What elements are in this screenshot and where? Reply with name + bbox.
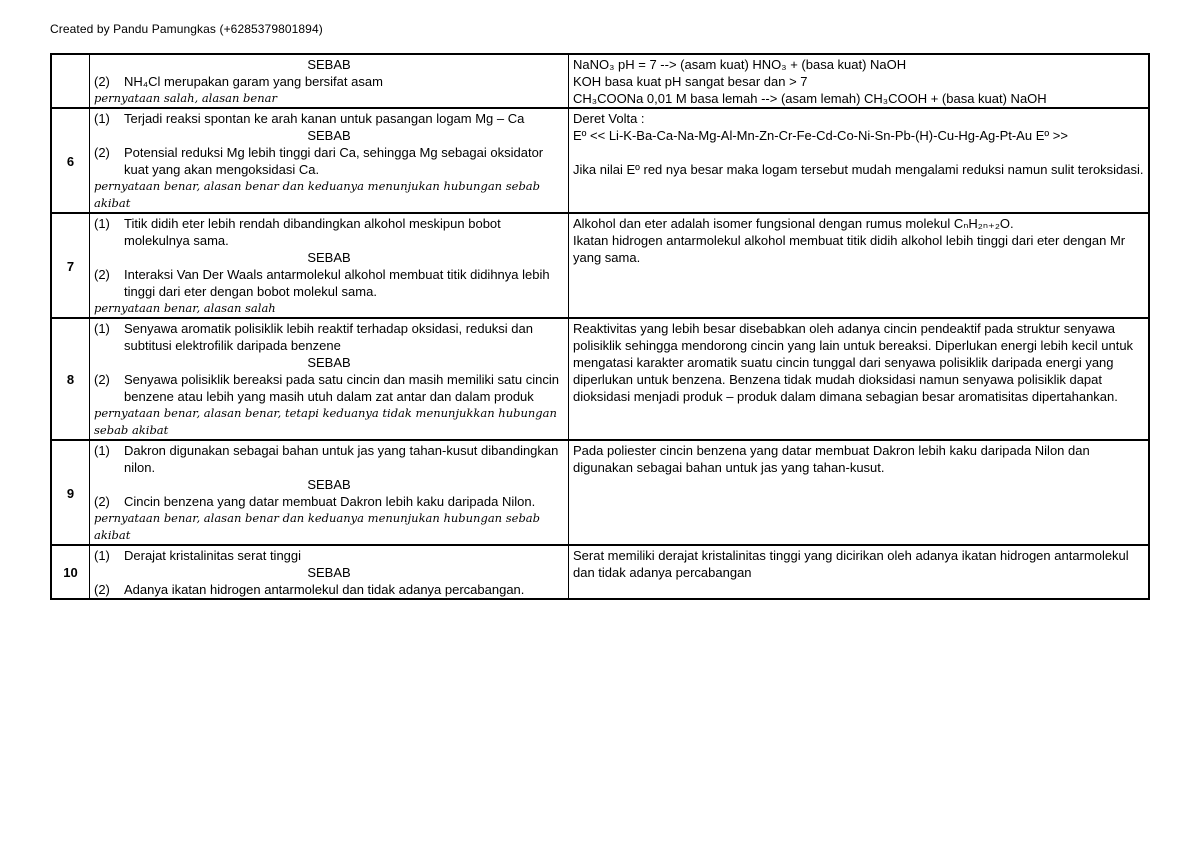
explanation-spacer	[573, 144, 1144, 161]
statement-2-text: Senyawa polisiklik bereaksi pada satu cincin dan masih memiliki satu cincin benzene atau lebih yang masih utuh dalam zat antar dan dalam produk	[124, 372, 559, 404]
question-cell	[90, 213, 569, 318]
question-cell	[90, 318, 569, 440]
statement-1-label: (1)	[94, 321, 110, 336]
explanation-line: NaNO₃ pH = 7 --> (asam kuat) HNO₃ + (basa kuat) NaOH	[573, 57, 907, 72]
explanation-line: Serat memiliki derajat kristalinitas tinggi yang dicirikan oleh adanya ikatan hidrogen antarmolekul dan tidak adanya percabangan	[573, 548, 1129, 580]
table-row	[51, 213, 1149, 318]
document-header: Created by Pandu Pamungkas (+6285379801894)	[50, 22, 323, 36]
row-number: 7	[51, 213, 90, 318]
table-row	[51, 54, 1149, 108]
statement-1-label: (1)	[94, 548, 110, 563]
statement-1-text: Senyawa aromatik polisiklik lebih reaktif terhadap oksidasi, reduksi dan subtitusi elektrofilik daripada benzene	[124, 321, 533, 353]
statement-2	[94, 266, 564, 300]
statement-2-text: Adanya ikatan hidrogen antarmolekul dan tidak adanya percabangan.	[124, 582, 525, 597]
explanation-line: Jika nilai Eº red nya besar maka logam tersebut mudah mengalami reduksi namun sulit teroksidasi.	[573, 162, 1144, 177]
statement-2-label: (2)	[94, 582, 110, 597]
explanation-line: Deret Volta :	[573, 111, 645, 126]
statement-2	[94, 581, 564, 598]
explanation-line: Alkohol dan eter adalah isomer fungsional dengan rumus molekul CₙH₂ₙ₊₂O.	[573, 216, 1014, 231]
statement-1-label: (1)	[94, 111, 110, 126]
statement-2-label: (2)	[94, 145, 110, 160]
row-number: 8	[51, 318, 90, 440]
row-number: 10	[51, 545, 90, 599]
explanation-cell	[569, 54, 1150, 108]
verdict-text: pernyataan benar, alasan salah	[94, 301, 276, 315]
sebab-label: SEBAB	[307, 565, 351, 580]
question-cell	[90, 545, 569, 599]
explanation-cell	[569, 318, 1150, 440]
statement-2-label: (2)	[94, 372, 110, 387]
verdict-text: pernyataan salah, alasan benar	[94, 91, 277, 105]
question-cell	[90, 54, 569, 108]
row-number	[51, 54, 90, 108]
row-number: 6	[51, 108, 90, 213]
explanation-line: Eº << Li-K-Ba-Ca-Na-Mg-Al-Mn-Zn-Cr-Fe-Cd-Co-Ni-Sn-Pb-(H)-Cu-Hg-Ag-Pt-Au Eº >>	[573, 128, 1068, 143]
statement-2	[94, 371, 564, 405]
statement-1	[94, 110, 564, 127]
sebab-label: SEBAB	[307, 57, 351, 72]
verdict-text: pernyataan benar, alasan benar dan keduanya menunjukan hubungan sebab akibat	[94, 179, 541, 210]
explanation-line: KOH basa kuat pH sangat besar dan > 7	[573, 74, 808, 89]
statement-2	[94, 73, 564, 90]
sebab-label: SEBAB	[307, 477, 351, 492]
sebab-label: SEBAB	[307, 355, 351, 370]
statement-2-label: (2)	[94, 267, 110, 282]
statement-1	[94, 547, 564, 564]
statement-2	[94, 493, 564, 510]
table-row	[51, 318, 1149, 440]
explanation-cell	[569, 440, 1150, 545]
statement-1-text: Terjadi reaksi spontan ke arah kanan untuk pasangan logam Mg – Ca	[124, 111, 525, 126]
verdict-text: pernyataan benar, alasan benar, tetapi keduanya tidak menunjukkan hubungan sebab akibat	[94, 406, 557, 437]
statement-2-label: (2)	[94, 494, 110, 509]
statement-2-text: NH₄Cl merupakan garam yang bersifat asam	[124, 74, 383, 89]
statement-2-text: Potensial reduksi Mg lebih tinggi dari Ca, sehingga Mg sebagai oksidator kuat yang akan mengoksidasi Ca.	[124, 145, 544, 177]
explanation-line: Ikatan hidrogen antarmolekul alkohol membuat titik didih alkohol lebih tinggi dari eter dengan Mr yang sama.	[573, 233, 1126, 265]
question-cell	[90, 108, 569, 213]
statement-1-label: (1)	[94, 216, 110, 231]
table-row	[51, 545, 1149, 599]
statement-1	[94, 215, 564, 249]
statement-1	[94, 320, 564, 354]
table-row	[51, 108, 1149, 213]
statement-2-text: Interaksi Van Der Waals antarmolekul alkohol membuat titik didihnya lebih tinggi dari eter dengan bobot molekul sama.	[124, 267, 550, 299]
explanation-cell	[569, 108, 1150, 213]
sebab-label: SEBAB	[307, 128, 351, 143]
statement-1-text: Derajat kristalinitas serat tinggi	[124, 548, 302, 563]
statement-1	[94, 442, 564, 476]
question-cell	[90, 440, 569, 545]
explanation-line: Reaktivitas yang lebih besar disebabkan oleh adanya cincin pendeaktif pada struktur senyawa polisiklik sehingga mendorong cincin yang lain untuk bereaksi. Diperlukan energi lebih kecil untuk mengatasi karakter aromatik suatu cincin tunggal dari senyawa polisiklik daripada energi yang diperlukan untuk benzena. Benzena tidak mudah dioksidasi namun senyawa polisiklik dapat dioksidasi menjadi produk – produk dalam dimana sebagian besar aromatisitas dipertahankan.	[573, 321, 1134, 404]
statement-2-text: Cincin benzena yang datar membuat Dakron lebih kaku daripada Nilon.	[124, 494, 536, 509]
statement-2	[94, 144, 564, 178]
answer-table	[50, 53, 1150, 600]
row-number: 9	[51, 440, 90, 545]
explanation-line: CH₃COONa 0,01 M basa lemah --> (asam lemah) CH₃COOH + (basa kuat) NaOH	[573, 91, 1047, 106]
verdict-text: pernyataan benar, alasan benar dan keduanya menunjukan hubungan sebab akibat	[94, 511, 541, 542]
explanation-cell	[569, 213, 1150, 318]
statement-1-label: (1)	[94, 443, 110, 458]
statement-1-text: Titik didih eter lebih rendah dibandingkan alkohol meskipun bobot molekulnya sama.	[124, 216, 501, 248]
explanation-cell	[569, 545, 1150, 599]
statement-2-label: (2)	[94, 74, 110, 89]
sebab-label: SEBAB	[307, 250, 351, 265]
statement-1-text: Dakron digunakan sebagai bahan untuk jas yang tahan-kusut dibandingkan nilon.	[124, 443, 559, 475]
explanation-line: Pada poliester cincin benzena yang datar membuat Dakron lebih kaku daripada Nilon dan digunakan sebagai bahan untuk jas yang tahan-kusut.	[573, 443, 1090, 475]
table-row	[51, 440, 1149, 545]
